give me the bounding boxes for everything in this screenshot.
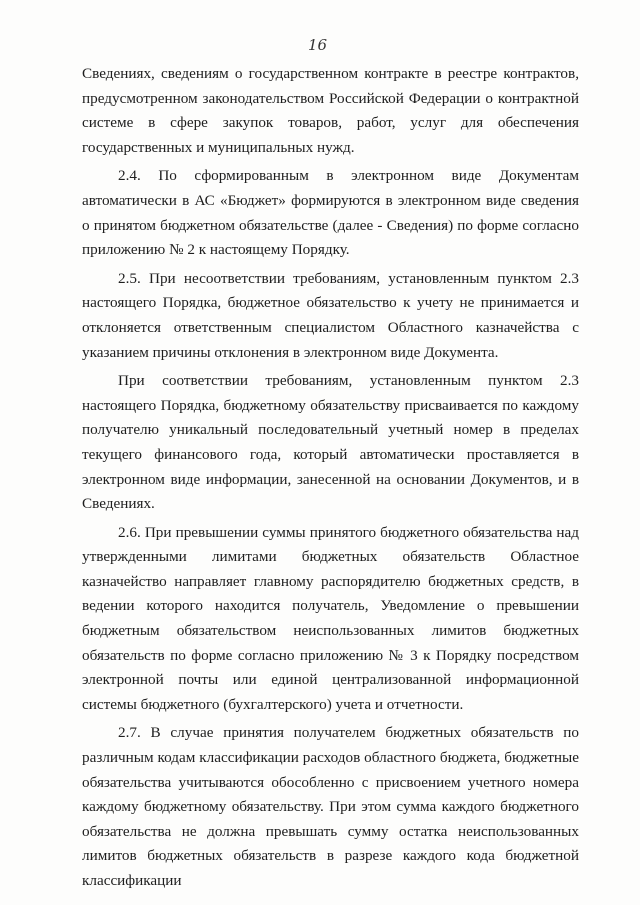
paragraph-2-6: 2.6. При превышении суммы принятого бюджетного обязательства над утвержденными лимитами бюджетных обязательств Областное казначейство направляет главному распорядителю бюджетных средств, в ведении которого находится получатель, Уведомление о превышении бюджетным обязательством неиспользованных лимитов бюджетных обязательств по форме согласно приложению № 3 к Порядку посредством электронной почты или единой централизованной информационной системы бюджетного (бухгалтерского) учета и отчетности. [82,523,579,713]
paragraph-2-4: 2.4. По сформированным в электронном виде Документам автоматически в АС «Бюджет» формируются в электронном виде сведения о принятом бюджетном обязательстве (далее - Сведения) по форме согласно приложению № 2 к настоящему Порядку. [82,167,579,259]
paragraph-2-5-compliance: При соответствии требованиям, установленным пунктом 2.3 настоящего Порядка, бюджетному обязательству присваивается по каждому получателю уникальный последовательный учетный номер в пределах текущего финансового года, который автоматически проставляется в электронном виде информации, занесенной на основании Документов, и в Сведениях. [82,372,579,513]
paragraph-2-7: 2.7. В случае принятия получателем бюджетных обязательств по различным кодам классификации расходов областного бюджета, бюджетные обязательства учитываются обособленно с присвоением учетного номера каждому бюджетному обязательству. При этом сумма каждого бюджетного обязательства не должна превышать сумму остатка неиспользованных лимитов бюджетных обязательств в разрезе каждого кода бюджетной классификации [82,724,579,889]
paragraph-2-5: 2.5. При несоответствии требованиям, установленным пунктом 2.3 настоящего Порядка, бюджетное обязательство к учету не принимается и отклоняется ответственным специалистом Областного казначейства с указанием причины отклонения в электронном виде Документа. [82,269,579,361]
document-body [82,62,579,898]
page-number: 16 [308,36,328,54]
paragraph-continuation: Сведениях, сведениям о государственном контракте в реестре контрактов, предусмотренном законодательством Российской Федерации о контрактной системе в сфере закупок товаров, работ, услуг для обеспечения государственных и муниципальных нужд. [82,65,579,156]
